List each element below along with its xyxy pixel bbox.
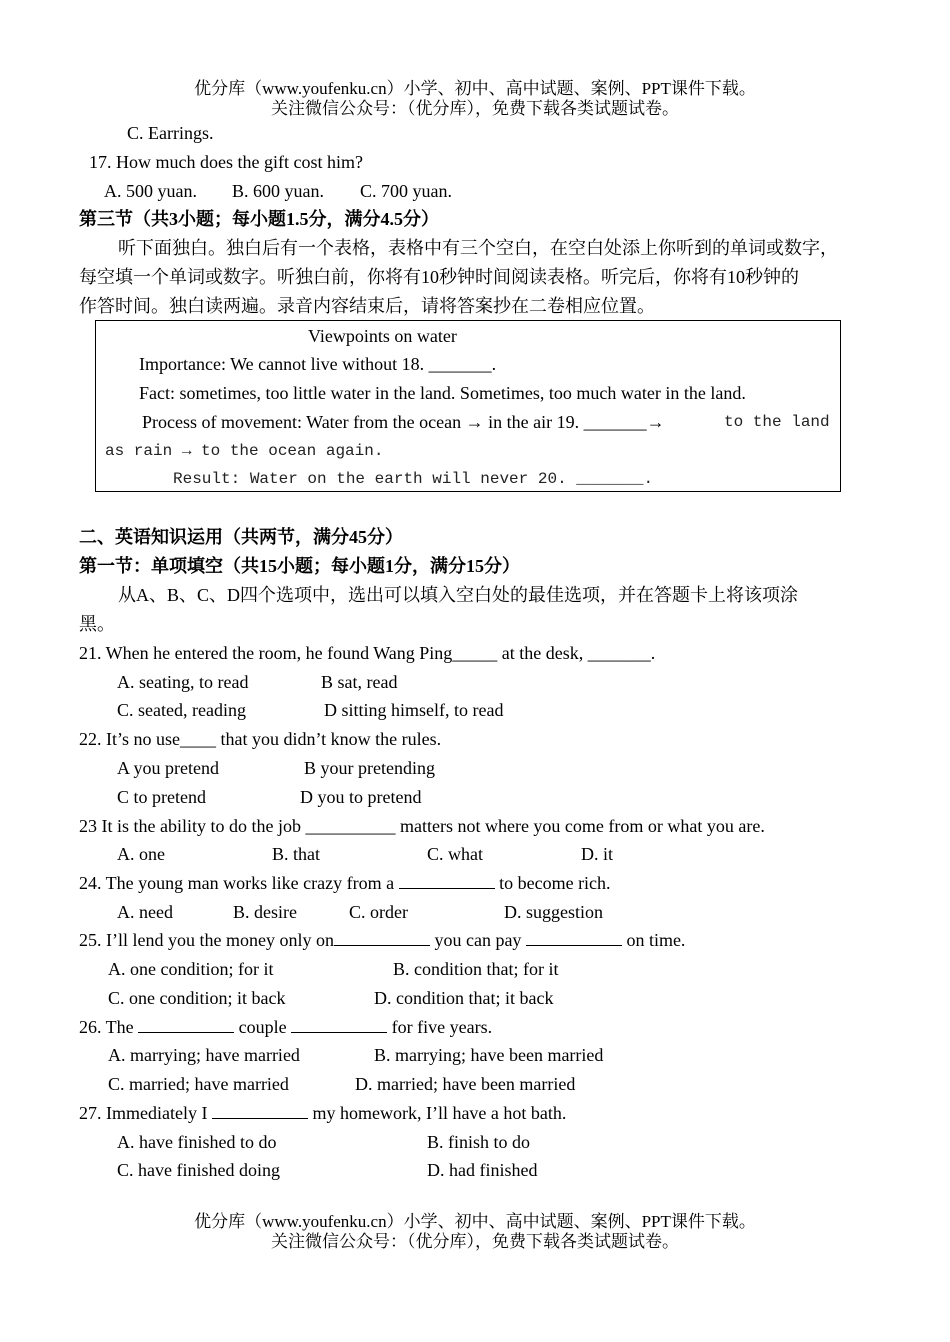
q26-stem-middle: couple	[238, 1017, 287, 1037]
q27-stem-start: 27. Immediately I	[79, 1103, 208, 1123]
q26-stem	[79, 1018, 492, 1036]
q27-stem-end: my homework, I’ll have a hot bath.	[312, 1103, 567, 1123]
section3-instruction-1: 听下面独白。独白后有一个表格，表格中有三个空白，在空白处添上你听到的单词或数字，	[118, 238, 838, 258]
q27-stem	[79, 1104, 566, 1122]
q25-stem-end: on time.	[626, 930, 686, 950]
viewpoints-table	[95, 320, 841, 492]
q24-stem-end: to become rich.	[499, 873, 611, 893]
part2-section1-title: 第一节：单项填空（共15小题；每小题1分，满分15分）	[79, 556, 520, 576]
q24-blank	[399, 874, 495, 889]
q27-option-b: B. finish to do	[427, 1132, 531, 1152]
table-importance: Importance: We cannot live without 18. _______.	[139, 354, 497, 374]
q21-option-b: B sat, read	[321, 672, 398, 692]
part2-instruction-1: 从A、B、C、D四个选项中，选出可以填入空白处的最佳选项，并在答题卡上将该项涂	[118, 585, 799, 605]
table-result: Result: Water on the earth will never 20. _______.	[173, 470, 654, 488]
q24-option-a: A. need	[117, 902, 173, 922]
q26-stem-start: 26. The	[79, 1017, 134, 1037]
q26-option-b: B. marrying; have been married	[374, 1045, 604, 1065]
q23-option-b: B. that	[272, 844, 320, 864]
q22-stem: 22. It’s no use____ that you didn’t know the rules.	[79, 729, 442, 749]
q23-option-c: C. what	[427, 844, 483, 864]
q17-option-c: C. 700 yuan.	[360, 181, 452, 201]
q17-option-a: A. 500 yuan.	[104, 181, 197, 201]
q27-blank	[212, 1104, 308, 1119]
q25-option-c: C. one condition; it back	[108, 988, 286, 1008]
q24-stem-start: 24. The young man works like crazy from a	[79, 873, 395, 893]
q21-option-c: C. seated, reading	[117, 700, 246, 720]
q16-option-c: C. Earrings.	[127, 123, 214, 143]
section3-title: 第三节（共3小题；每小题1.5分，满分4.5分）	[79, 209, 439, 229]
q23-option-a: A. one	[117, 844, 165, 864]
footer-line-1: 优分库（www.youfenku.cn）小学、初中、高中试题、案例、PPT课件下载。	[194, 1212, 756, 1231]
header-line-1: 优分库（www.youfenku.cn）小学、初中、高中试题、案例、PPT课件下载。	[194, 79, 756, 98]
section3-instruction-2: 每空填一个单词或数字。听独白前，你将有10秒钟时间阅读表格。听完后，你将有10秒钟的	[79, 267, 799, 287]
table-process-line-2: as rain → to the ocean again.	[105, 442, 384, 460]
table-process-line-1: Process of movement: Water from the ocean → in the air 19. _______→	[142, 412, 665, 432]
q24-stem	[79, 874, 611, 892]
q26-stem-end: for five years.	[391, 1017, 493, 1037]
table-title: Viewpoints on water	[308, 326, 457, 346]
q21-option-a: A. seating, to read	[117, 672, 249, 692]
footer-line-2: 关注微信公众号：（优分库），免费下载各类试题试卷。	[271, 1232, 679, 1251]
q26-option-d: D. married; have been married	[355, 1074, 576, 1094]
q24-option-b: B. desire	[233, 902, 297, 922]
q26-blank-2	[291, 1018, 387, 1033]
q22-option-b: B your pretending	[304, 758, 435, 778]
table-process-line-1-end: to the land	[724, 413, 830, 431]
q24-option-d: D. suggestion	[504, 902, 603, 922]
q25-option-b: B. condition that; for it	[393, 959, 559, 979]
q27-option-c: C. have finished doing	[117, 1160, 280, 1180]
q23-stem: 23 It is the ability to do the job __________ matters not where you come from or what you are.	[79, 816, 765, 836]
q17-stem: 17. How much does the gift cost him?	[89, 152, 363, 172]
q25-blank-1	[334, 931, 430, 946]
q25-option-d: D. condition that; it back	[374, 988, 554, 1008]
q27-option-d: D. had finished	[427, 1160, 538, 1180]
q21-stem: 21. When he entered the room, he found Wang Ping_____ at the desk, _______.	[79, 643, 656, 663]
q22-option-c: C to pretend	[117, 787, 206, 807]
q22-option-a: A you pretend	[117, 758, 219, 778]
header-line-2: 关注微信公众号：（优分库），免费下载各类试题试卷。	[271, 99, 679, 118]
q26-option-a: A. marrying; have married	[108, 1045, 300, 1065]
q26-option-c: C. married; have married	[108, 1074, 289, 1094]
q21-option-d: D sitting himself, to read	[324, 700, 504, 720]
q17-option-b: B. 600 yuan.	[232, 181, 324, 201]
part2-instruction-2: 黑。	[79, 614, 115, 634]
q23-option-d: D. it	[581, 844, 614, 864]
q24-option-c: C. order	[349, 902, 408, 922]
q25-option-a: A. one condition; for it	[108, 959, 274, 979]
table-fact: Fact: sometimes, too little water in the land. Sometimes, too much water in the land.	[139, 383, 746, 403]
q26-blank-1	[138, 1018, 234, 1033]
q25-stem	[79, 931, 685, 949]
section3-instruction-3: 作答时间。独白读两遍。录音内容结束后，请将答案抄在二卷相应位置。	[79, 296, 655, 316]
part2-title: 二、英语知识运用（共两节，满分45分）	[79, 527, 403, 547]
q22-option-d: D you to pretend	[300, 787, 422, 807]
q27-option-a: A. have finished to do	[117, 1132, 277, 1152]
q25-stem-start: 25. I’ll lend you the money only on	[79, 930, 334, 950]
q25-stem-middle: you can pay	[434, 930, 522, 950]
q25-blank-2	[526, 931, 622, 946]
